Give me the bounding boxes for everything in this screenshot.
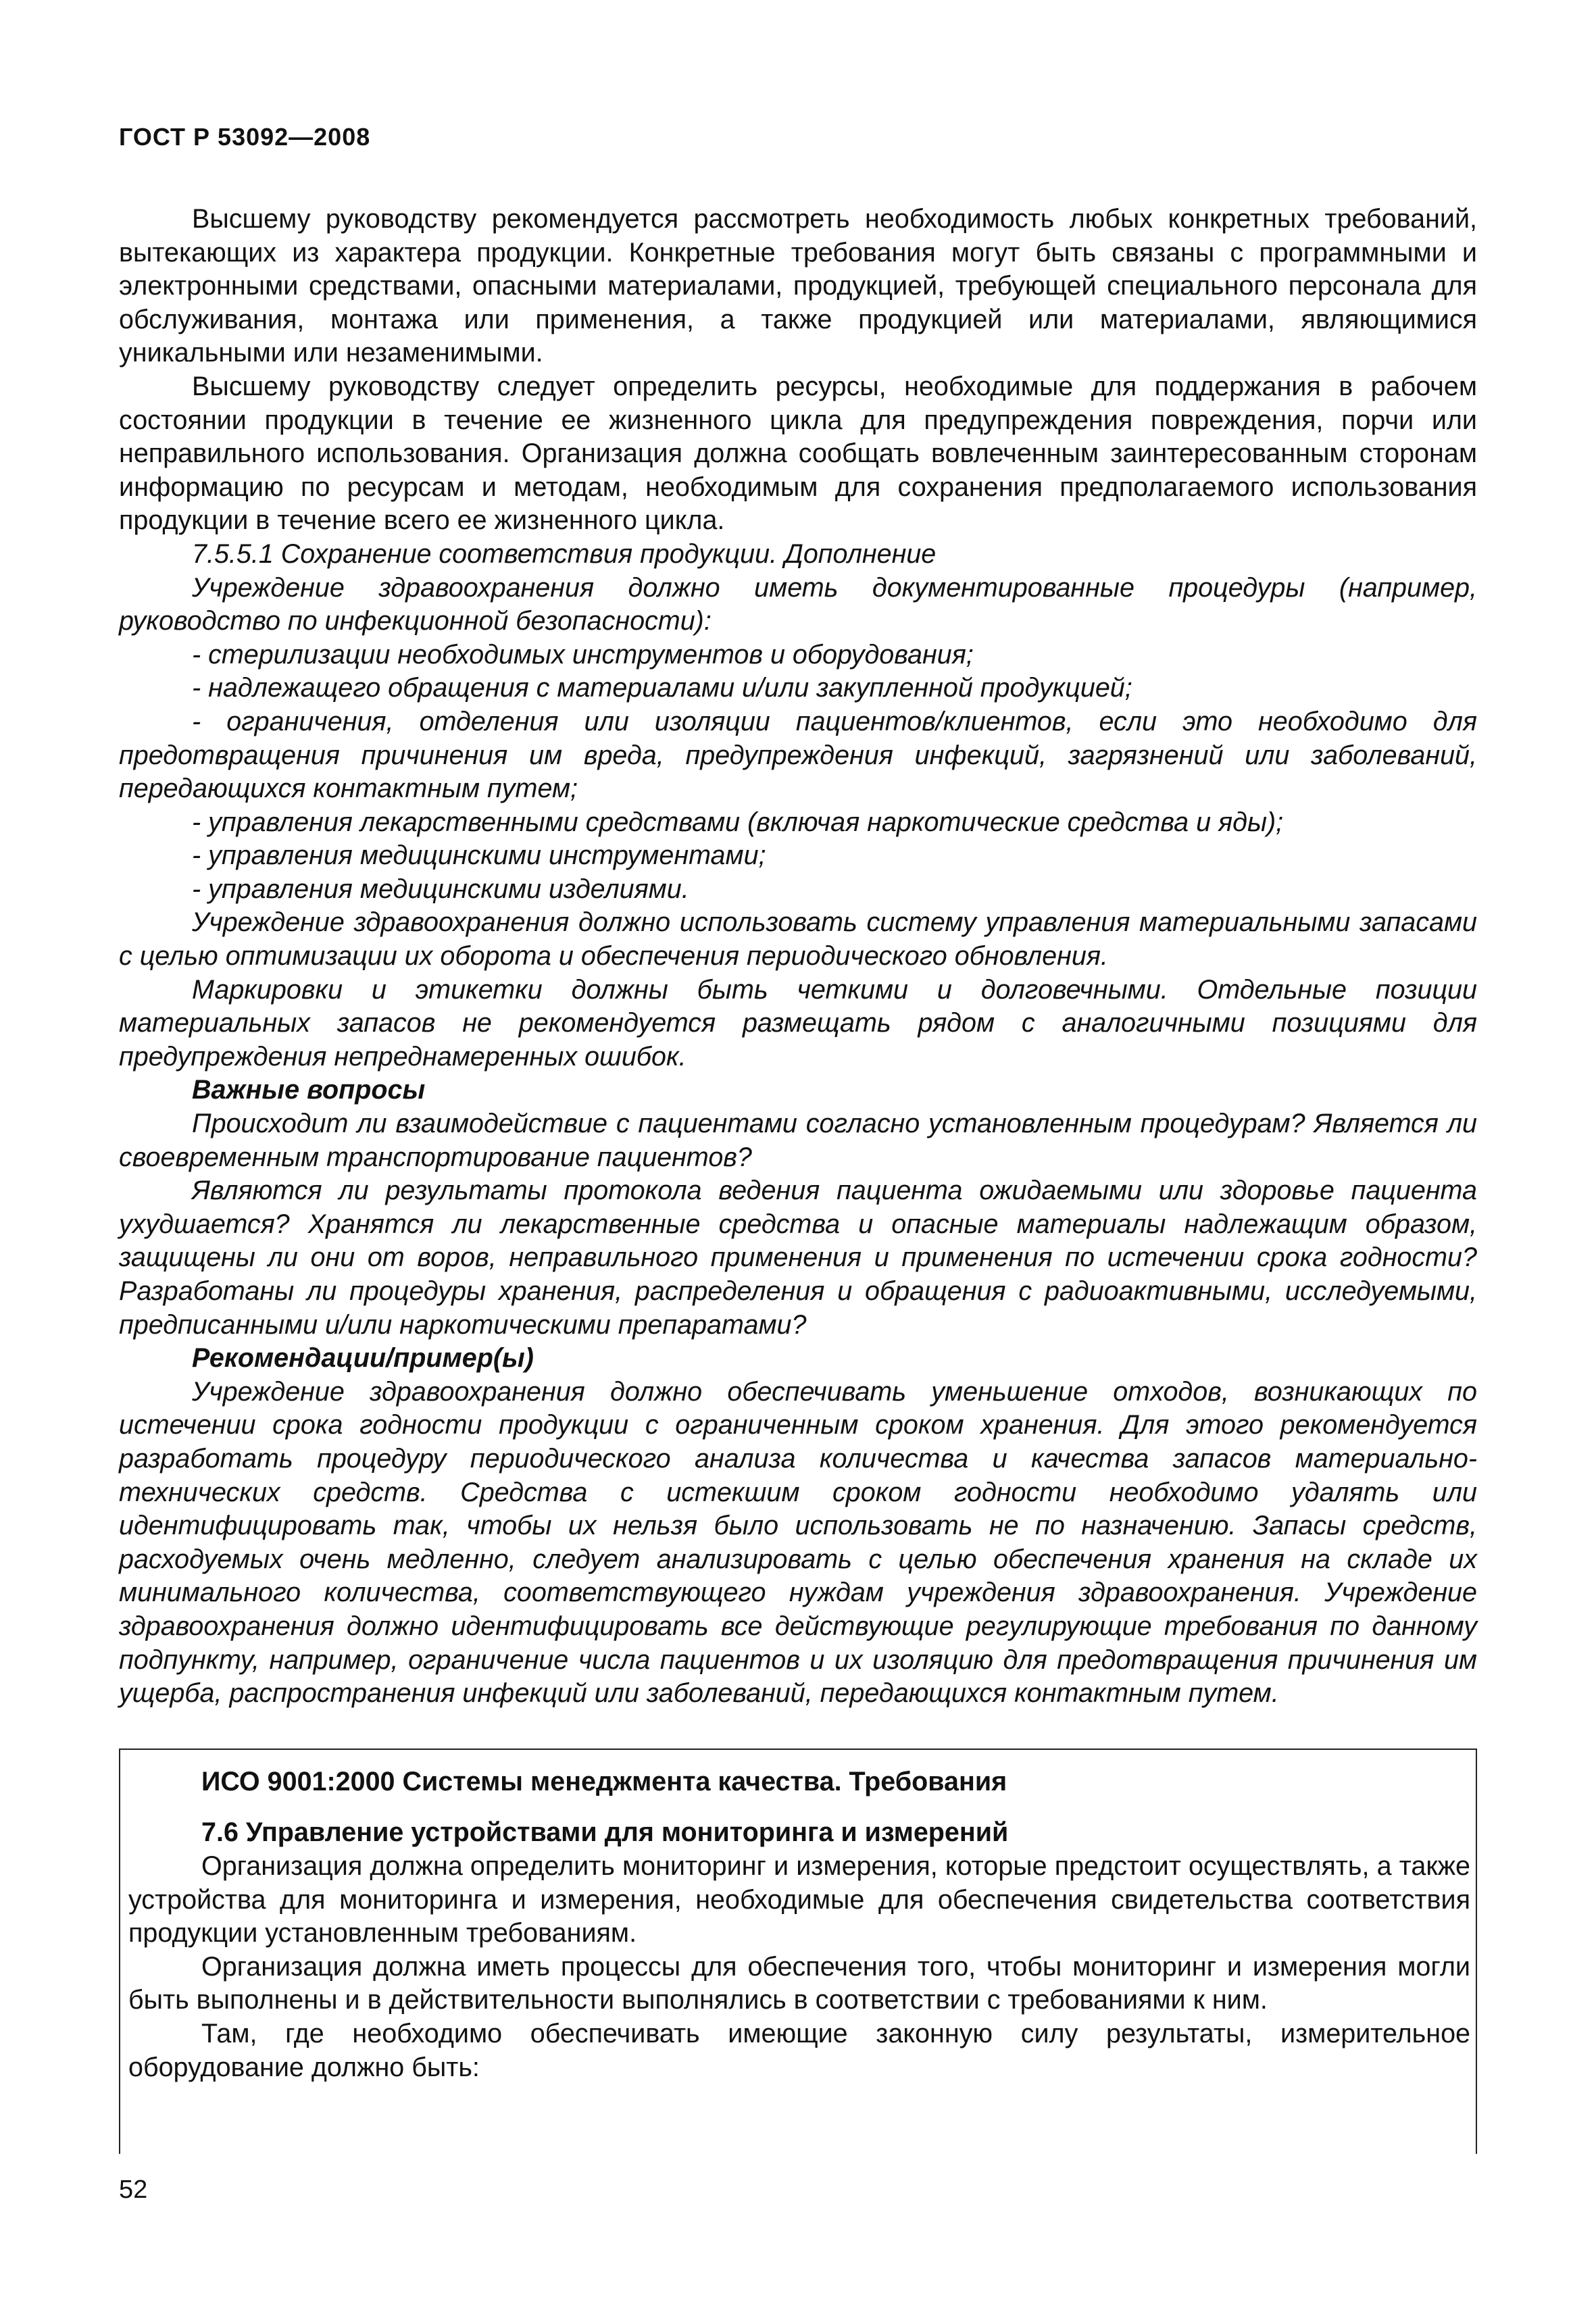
important-questions-heading: Важные вопросы bbox=[192, 1075, 426, 1105]
page-number: 52 bbox=[119, 2175, 148, 2204]
list-item: - управления медицинскими инструментами; bbox=[192, 840, 766, 871]
document-header: ГОСТ Р 53092—2008 bbox=[119, 123, 371, 151]
paragraph: Учреждение здравоохранения должно иметь документированные процедуры (например, руководство по инфекционной безопасности): bbox=[119, 572, 1477, 636]
list-item: - стерилизации необходимых инструментов и оборудования; bbox=[192, 639, 974, 670]
iso-box-title: ИСО 9001:2000 Системы менеджмента качества. Требования bbox=[201, 1767, 1007, 1796]
main-text bbox=[119, 203, 1477, 1711]
list-item: - надлежащего обращения с материалами и/или закупленной продукцией; bbox=[192, 673, 1132, 703]
iso-standard-box bbox=[119, 1749, 1477, 2154]
paragraph: Высшему руководству рекомендуется рассмотреть необходимость любых конкретных требований, вытекающих из характера продукции. Конкретные требования могут быть связаны с программными и электронными средствами, опасными материалами, продукцией, требующей специального персонала для обслуживания, монтажа или применения, а также продукцией или материалами, являющимися уникальными или незаменимыми. bbox=[119, 204, 1477, 368]
paragraph: Происходит ли взаимодействие с пациентами согласно установленным процедурам? Является ли своевременным транспортирование пациентов? bbox=[119, 1109, 1477, 1172]
subsection-heading: 7.5.5.1 Сохранение соответствия продукции. Дополнение bbox=[192, 538, 937, 569]
list-item: - управления лекарственными средствами (включая наркотические средства и яды); bbox=[192, 807, 1284, 837]
paragraph: Организация должна иметь процессы для обеспечения того, чтобы мониторинг и измерения могли быть выполнены и в действительности выполнялись в соответствии с требованиями к ним. bbox=[128, 1951, 1470, 2015]
iso-box-content bbox=[120, 1750, 1476, 2084]
paragraph: Там, где необходимо обеспечивать имеющие законную силу результаты, измерительное оборудование должно быть: bbox=[128, 2018, 1470, 2082]
list-item: - управления медицинскими изделиями. bbox=[192, 874, 689, 904]
paragraph: Учреждение здравоохранения должно обеспечивать уменьшение отходов, возникающих по истечении срока годности продукции с ограниченным сроком хранения. Для этого рекомендуется разработать процедуру периодического анализа количества и качества запасов материально-технических средств. Средства с истекшим сроком годности необходимо удалять или идентифицировать так, чтобы их нельзя было использовать не по назначению. Запасы средств, расходуемых очень медленно, следует анализировать с целью обеспечения хранения на складе их минимального количества, соответствующего нуждам учреждения здравоохранения. Учреждение здравоохранения должно идентифицировать все действующие регулирующие требования по данному подпункту, например, ограничение числа пациентов и их изоляцию для предотвращения причинения им ущерба, распространения инфекций или заболеваний, передающихся контактным путем. bbox=[119, 1376, 1477, 1709]
list-item: - ограничения, отделения или изоляции пациентов/клиентов, если это необходимо для предотвращения причинения им вреда, предупреждения инфекций, загрязнений или заболеваний, передающихся контактным путем; bbox=[119, 706, 1477, 804]
recommendations-heading: Рекомендации/пример(ы) bbox=[192, 1343, 534, 1374]
paragraph: Учреждение здравоохранения должно использовать систему управления материальными запасами с целью оптимизации их оборота и обеспечения периодического обновления. bbox=[119, 907, 1477, 972]
paragraph: Высшему руководству следует определить ресурсы, необходимые для поддержания в рабочем состоянии продукции в течение ее жизненного цикла для предупреждения повреждения, порчи или неправильного использования. Организация должна сообщать вовлеченным заинтересованным сторонам информацию по ресурсам и методам, необходимым для сохранения предполагаемого использования продукции в течение всего ее жизненного цикла. bbox=[119, 371, 1477, 536]
paragraph: Являются ли результаты протокола ведения пациента ожидаемыми или здоровье пациента ухудшается? Хранятся ли лекарственные средства и опасные материалы надлежащим образом, защищены ли они от воров, неправильного применения и применения по истечении срока годности? Разработаны ли процедуры хранения, распределения и обращения с радиоактивными, исследуемыми, предписанными и/или наркотическими препаратами? bbox=[119, 1176, 1477, 1340]
iso-section-heading: 7.6 Управление устройствами для мониторинга и измерений bbox=[201, 1817, 1009, 1847]
paragraph: Организация должна определить мониторинг и измерения, которые предстоит осуществлять, а также устройства для мониторинга и измерения, необходимые для обеспечения свидетельства соответствия продукции установленным требованиям. bbox=[128, 1851, 1470, 1948]
paragraph: Маркировки и этикетки должны быть четкими и долговечными. Отдельные позиции материальных запасов не рекомендуется размещать рядом с аналогичными позициями для предупреждения непреднамеренных ошибок. bbox=[119, 974, 1477, 1072]
